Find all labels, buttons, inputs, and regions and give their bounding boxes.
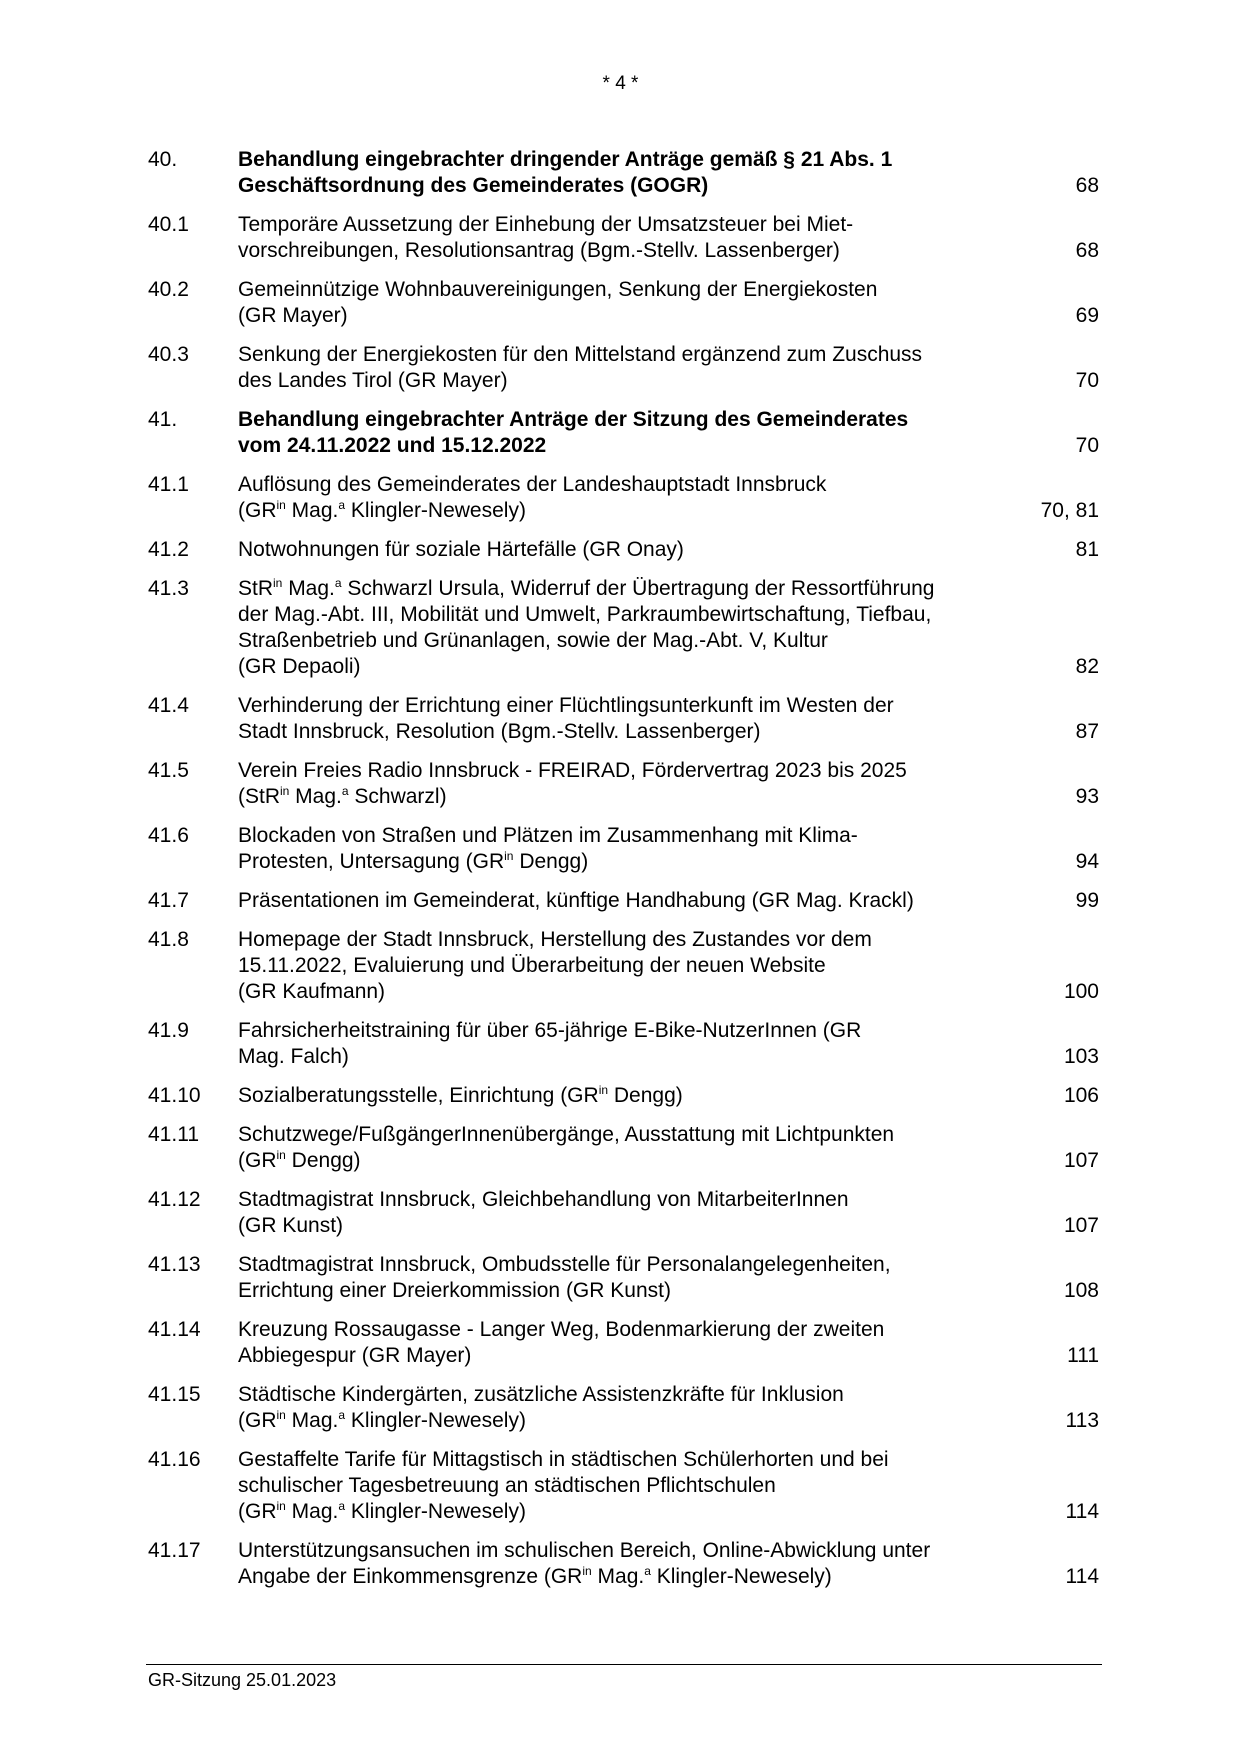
toc-entry-line: 15.11.2022, Evaluierung und Überarbeitung der neuen Website <box>238 954 826 977</box>
toc-entry-title <box>238 1252 1018 1304</box>
toc-entry-line: Senkung der Energiekosten für den Mittelstand ergänzend zum Zuschuss <box>238 343 923 366</box>
toc-entry-title <box>238 407 1018 459</box>
footer-session-date: GR-Sitzung 25.01.2023 <box>148 1670 337 1690</box>
toc-entry-page: 70 <box>1075 369 1099 392</box>
toc-entry <box>0 407 1241 459</box>
toc-entry-number: 41.16 <box>148 1448 201 1471</box>
toc-entry-number: 41.5 <box>148 759 189 782</box>
toc-entry <box>0 1252 1241 1304</box>
toc-entry-line: des Landes Tirol (GR Mayer) <box>238 369 508 392</box>
toc-entry-line: ($GR^{in}$ Mag.$^a$ Klingler-Newesely) <box>238 498 526 522</box>
toc-entry-page: 70 <box>1075 434 1099 457</box>
toc-entry-title <box>238 888 1018 914</box>
toc-entry <box>0 1083 1241 1109</box>
toc-entry-page: 87 <box>1075 720 1099 743</box>
toc-entry-line: vom 24.11.2022 und 15.12.2022 <box>238 434 547 457</box>
toc-entry-line: Gestaffelte Tarife für Mittagstisch in städtischen Schülerhorten und bei <box>238 1448 889 1471</box>
toc-entry-title <box>238 1447 1018 1525</box>
toc-entry-line: Schutzwege/FußgängerInnenübergänge, Ausstattung mit Lichtpunkten <box>238 1123 895 1146</box>
toc-entry-page: 94 <box>1075 850 1099 873</box>
toc-entry-number: 41.7 <box>148 889 189 912</box>
toc-entry <box>0 1382 1241 1434</box>
toc-entry-line: Präsentationen im Gemeinderat, künftige Handhabung (GR Mag. Krackl) <box>238 889 914 912</box>
toc-entry-page: 113 <box>1065 1409 1099 1432</box>
toc-entry-line: Städtische Kindergärten, zusätzliche Assistenzkräfte für Inklusion <box>238 1383 844 1406</box>
toc-entry-number: 41.1 <box>148 473 189 496</box>
toc-entry-title <box>238 1018 1018 1070</box>
toc-entry-line: Kreuzung Rossaugasse - Langer Weg, Bodenmarkierung der zweiten <box>238 1318 885 1341</box>
toc-entry-title <box>238 1538 1018 1590</box>
toc-entry-line: ($GR^{in}$ Mag.$^a$ Klingler-Newesely) <box>238 1408 526 1432</box>
toc-entry <box>0 342 1241 394</box>
toc-entry-title <box>238 823 1018 875</box>
toc-entry <box>0 758 1241 810</box>
toc-entry-number: 41.4 <box>148 694 189 717</box>
toc-entry-page: 68 <box>1075 174 1099 197</box>
toc-entry-page: 99 <box>1075 889 1099 912</box>
toc-entry-line: (GR Depaoli) <box>238 655 361 678</box>
toc-entry-page: 103 <box>1063 1045 1099 1068</box>
toc-entry-number: 41.11 <box>148 1123 199 1146</box>
toc-entry-line: Mag. Falch) <box>238 1045 349 1068</box>
toc-entry <box>0 693 1241 745</box>
toc-entry-page: 93 <box>1075 785 1099 808</box>
toc-entry-line: ($GR^{in}$ Dengg) <box>238 1148 361 1172</box>
toc-entry-page: 81 <box>1075 538 1099 561</box>
toc-entry-title <box>238 472 1018 524</box>
toc-entry-line: Stadtmagistrat Innsbruck, Ombudsstelle für Personalangelegenheiten, <box>238 1253 891 1276</box>
toc-entry-line: Unterstützungsansuchen im schulischen Bereich, Online-Abwicklung unter <box>238 1539 931 1562</box>
toc-entry-line: Straßenbetrieb und Grünanlagen, sowie der Mag.-Abt. V, Kultur <box>238 629 828 652</box>
toc-entry-title <box>238 693 1018 745</box>
toc-entry <box>0 1447 1241 1525</box>
toc-entry-page: 70, 81 <box>1040 499 1099 522</box>
toc-entry-title <box>238 212 1018 264</box>
toc-entry-page: 114 <box>1065 1565 1099 1588</box>
toc-entry-line: Errichtung einer Dreierkommission (GR Kunst) <box>238 1279 671 1302</box>
toc-entry-title <box>238 147 1018 199</box>
toc-entry-number: 41.3 <box>148 577 189 600</box>
toc-entry-line: (GR Kaufmann) <box>238 980 386 1003</box>
toc-entry-line: Protesten, Untersagung ($GR^{in}$ Dengg) <box>238 849 589 873</box>
toc-entry-title <box>238 1187 1018 1239</box>
toc-entry-line: Abbiegespur (GR Mayer) <box>238 1344 472 1367</box>
toc-entry-title <box>238 1122 1018 1174</box>
toc-entry-number: 41.9 <box>148 1019 189 1042</box>
toc-entry-line: Gemeinnützige Wohnbauvereinigungen, Senkung der Energiekosten <box>238 278 878 301</box>
toc-entry-page: 68 <box>1075 239 1099 262</box>
toc-entry-line: der Mag.-Abt. III, Mobilität und Umwelt, Parkraumbewirtschaftung, Tiefbau, <box>238 603 932 626</box>
toc-entry <box>0 1187 1241 1239</box>
toc-entry-title <box>238 576 1018 680</box>
toc-entry <box>0 147 1241 199</box>
toc-entry <box>0 1122 1241 1174</box>
toc-entry-number: 41.12 <box>148 1188 201 1211</box>
toc-entry-page: 107 <box>1063 1214 1099 1237</box>
toc-entry-number: 40.3 <box>148 343 189 366</box>
toc-entry-page: 69 <box>1075 304 1099 327</box>
toc-entry-title <box>238 758 1018 810</box>
toc-entry-line: Stadtmagistrat Innsbruck, Gleichbehandlung von MitarbeiterInnen <box>238 1188 849 1211</box>
toc-entry <box>0 277 1241 329</box>
toc-entry-number: 41.15 <box>148 1383 201 1406</box>
toc-entry-line: Temporäre Aussetzung der Einhebung der Umsatzsteuer bei Miet- <box>238 213 854 236</box>
toc-entry-title <box>238 927 1018 1005</box>
toc-entry-line: Fahrsicherheitstraining für über 65-jährige E-Bike-NutzerInnen (GR <box>238 1019 862 1042</box>
toc-entry-number: 41. <box>148 408 178 431</box>
toc-entry-line: ($GR^{in}$ Mag.$^a$ Klingler-Newesely) <box>238 1499 526 1523</box>
toc-entry <box>0 472 1241 524</box>
toc-entry-title <box>238 1382 1018 1434</box>
toc-entry <box>0 1538 1241 1590</box>
toc-entry-number: 41.6 <box>148 824 189 847</box>
toc-entry-number: 40.2 <box>148 278 189 301</box>
toc-entry-line: Notwohnungen für soziale Härtefälle (GR Onay) <box>238 538 684 561</box>
toc-entry-number: 40. <box>148 148 178 171</box>
toc-entry-number: 40.1 <box>148 213 189 236</box>
toc-entry-page: 107 <box>1063 1149 1099 1172</box>
toc-entry-line: Angabe der Einkommensgrenze ($GR^{in}$ Mag.$^a$ Klingler-Newesely) <box>238 1564 832 1588</box>
toc-entry-line: Geschäftsordnung des Gemeinderates (GOGR) <box>238 174 709 197</box>
toc-entry-number: 41.14 <box>148 1318 201 1341</box>
toc-entry <box>0 537 1241 563</box>
toc-entry-line: Blockaden von Straßen und Plätzen im Zusammenhang mit Klima- <box>238 824 858 847</box>
toc-entry-line: Homepage der Stadt Innsbruck, Herstellung des Zustandes vor dem <box>238 928 872 951</box>
toc-entry-page: 106 <box>1063 1084 1099 1107</box>
toc-entry-title <box>238 537 1018 563</box>
toc-entry-page: 111 <box>1067 1344 1099 1367</box>
toc-entry-line: Stadt Innsbruck, Resolution (Bgm.-Stellv. Lassenberger) <box>238 720 761 743</box>
toc-entry-line: Auflösung des Gemeinderates der Landeshauptstadt Innsbruck <box>238 473 827 496</box>
toc-entry-page: 82 <box>1075 655 1099 678</box>
toc-entry-line: schulischer Tagesbetreuung an städtischen Pflichtschulen <box>238 1474 776 1497</box>
toc-entry <box>0 1018 1241 1070</box>
toc-entry <box>0 576 1241 680</box>
toc-entry-title <box>238 1317 1018 1369</box>
toc-entry-title <box>238 1083 1018 1109</box>
footer-divider <box>146 1664 1102 1665</box>
toc-entry-line: (GR Mayer) <box>238 304 348 327</box>
toc-entry-line: Sozialberatungsstelle, Einrichtung ($GR^{in}$ Dengg) <box>238 1083 683 1107</box>
toc-entry-number: 41.10 <box>148 1084 201 1107</box>
toc-entry-line: Verein Freies Radio Innsbruck - FREIRAD, Fördervertrag 2023 bis 2025 <box>238 759 907 782</box>
toc-entry <box>0 888 1241 914</box>
toc-entry-line: vorschreibungen, Resolutionsantrag (Bgm.-Stellv. Lassenberger) <box>238 239 840 262</box>
toc-entry-number: 41.8 <box>148 928 189 951</box>
toc-entry-line: (GR Kunst) <box>238 1214 344 1237</box>
toc-entry-number: 41.13 <box>148 1253 201 1276</box>
toc-entry-page: 100 <box>1063 980 1099 1003</box>
toc-entry-line: Verhinderung der Errichtung einer Flüchtlingsunterkunft im Westen der <box>238 694 894 717</box>
toc-entry-title <box>238 342 1018 394</box>
toc-entry <box>0 927 1241 1005</box>
toc-entry-page: 108 <box>1063 1279 1099 1302</box>
toc-entry-number: 41.2 <box>148 538 189 561</box>
toc-entry-line: (StR$^{in}$ Mag.$^a$ Schwarzl) <box>238 784 447 808</box>
page-number: * 4 * <box>602 73 639 94</box>
toc-entry <box>0 1317 1241 1369</box>
toc-entry <box>0 823 1241 875</box>
toc-entry-number: 41.17 <box>148 1539 201 1562</box>
toc-entry-line: Behandlung eingebrachter dringender Anträge gemäß § 21 Abs. 1 <box>238 148 893 171</box>
toc-entry <box>0 212 1241 264</box>
toc-entry-page: 114 <box>1065 1500 1099 1523</box>
toc-entry-line: StR$^{in}$ Mag.$^a$ Schwarzl Ursula, Widerruf der Übertragung der Ressortführung <box>238 576 935 600</box>
table-of-contents <box>0 147 1241 1603</box>
toc-entry-title <box>238 277 1018 329</box>
toc-entry-line: Behandlung eingebrachter Anträge der Sitzung des Gemeinderates <box>238 408 909 431</box>
